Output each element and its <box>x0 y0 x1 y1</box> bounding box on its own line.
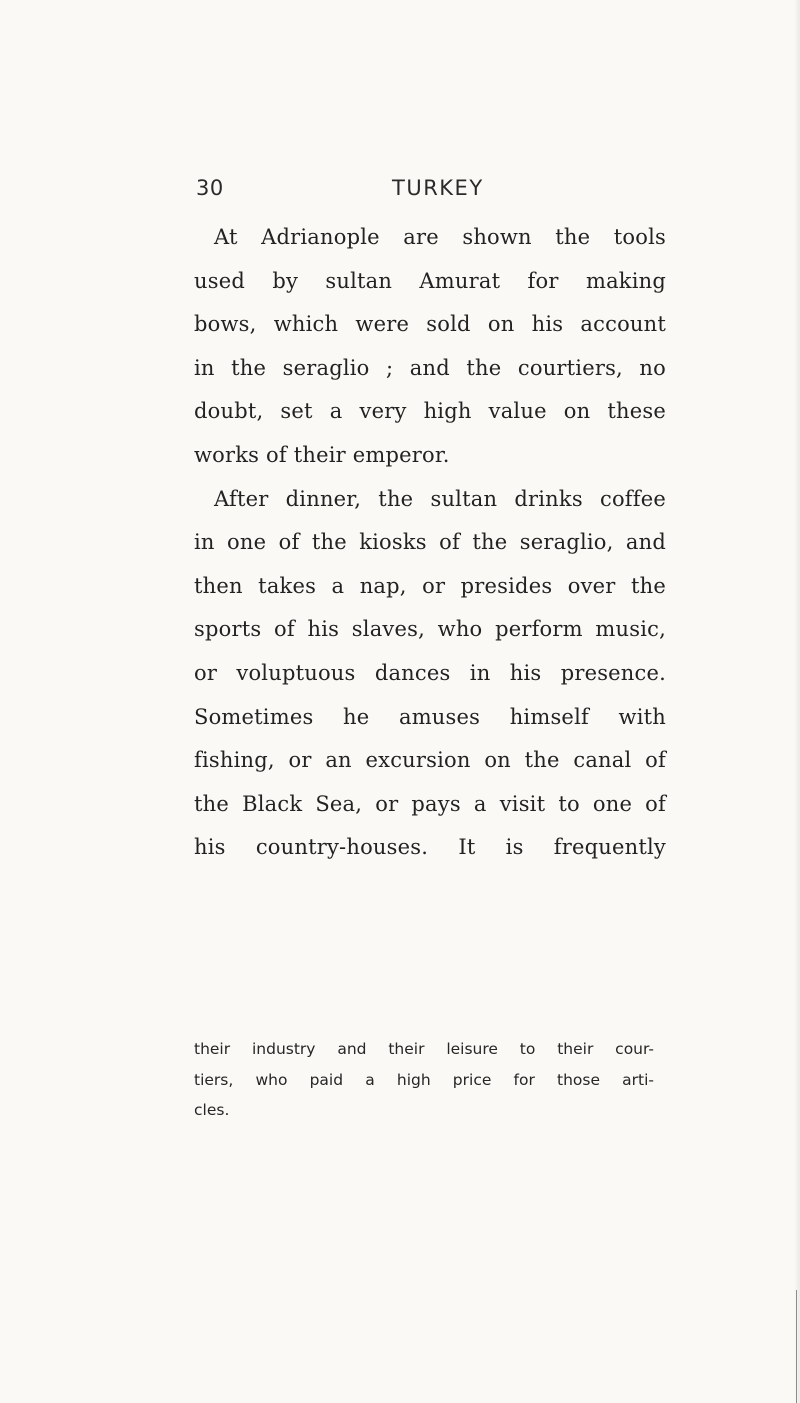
running-title: TURKEY <box>392 176 484 200</box>
text-line: works of their emperor. <box>194 442 450 467</box>
page-number: 30 <box>196 176 224 200</box>
text-line: After dinner, the sultan drinks coffee <box>214 486 666 511</box>
paragraph-1 <box>194 216 666 478</box>
main-text <box>194 216 666 870</box>
page-edge-line <box>796 1290 797 1403</box>
text-line: the Black Sea, or pays a visit to one of <box>194 791 666 816</box>
running-head <box>196 176 656 206</box>
text-line: or voluptuous dances in his presence. <box>194 660 666 685</box>
text-line: his country-houses. It is frequently <box>194 835 666 860</box>
paragraph-2 <box>194 478 666 870</box>
text-line: At Adrianople are shown the tools <box>214 225 666 249</box>
footnote-line: tiers, who paid a high price for those arti- <box>194 1070 654 1089</box>
footnote-line: their industry and their leisure to their cour- <box>194 1040 654 1058</box>
text-line: bows, which were sold on his account <box>194 312 666 337</box>
text-line: in the seraglio ; and the courtiers, no <box>194 355 666 380</box>
text-line: used by sultan Amurat for making <box>194 268 666 293</box>
page-edge-shadow <box>794 0 800 1403</box>
footnote <box>194 1034 654 1126</box>
footnote-line: cles. <box>194 1101 230 1119</box>
text-line: sports of his slaves, who perform music, <box>194 617 666 642</box>
text-line: doubt, set a very high value on these <box>194 399 666 424</box>
text-line: in one of the kiosks of the seraglio, and <box>194 530 666 555</box>
text-line: fishing, or an excursion on the canal of <box>194 748 666 773</box>
text-line: Sometimes he amuses himself with <box>194 704 666 729</box>
text-line: then takes a nap, or presides over the <box>194 573 666 598</box>
